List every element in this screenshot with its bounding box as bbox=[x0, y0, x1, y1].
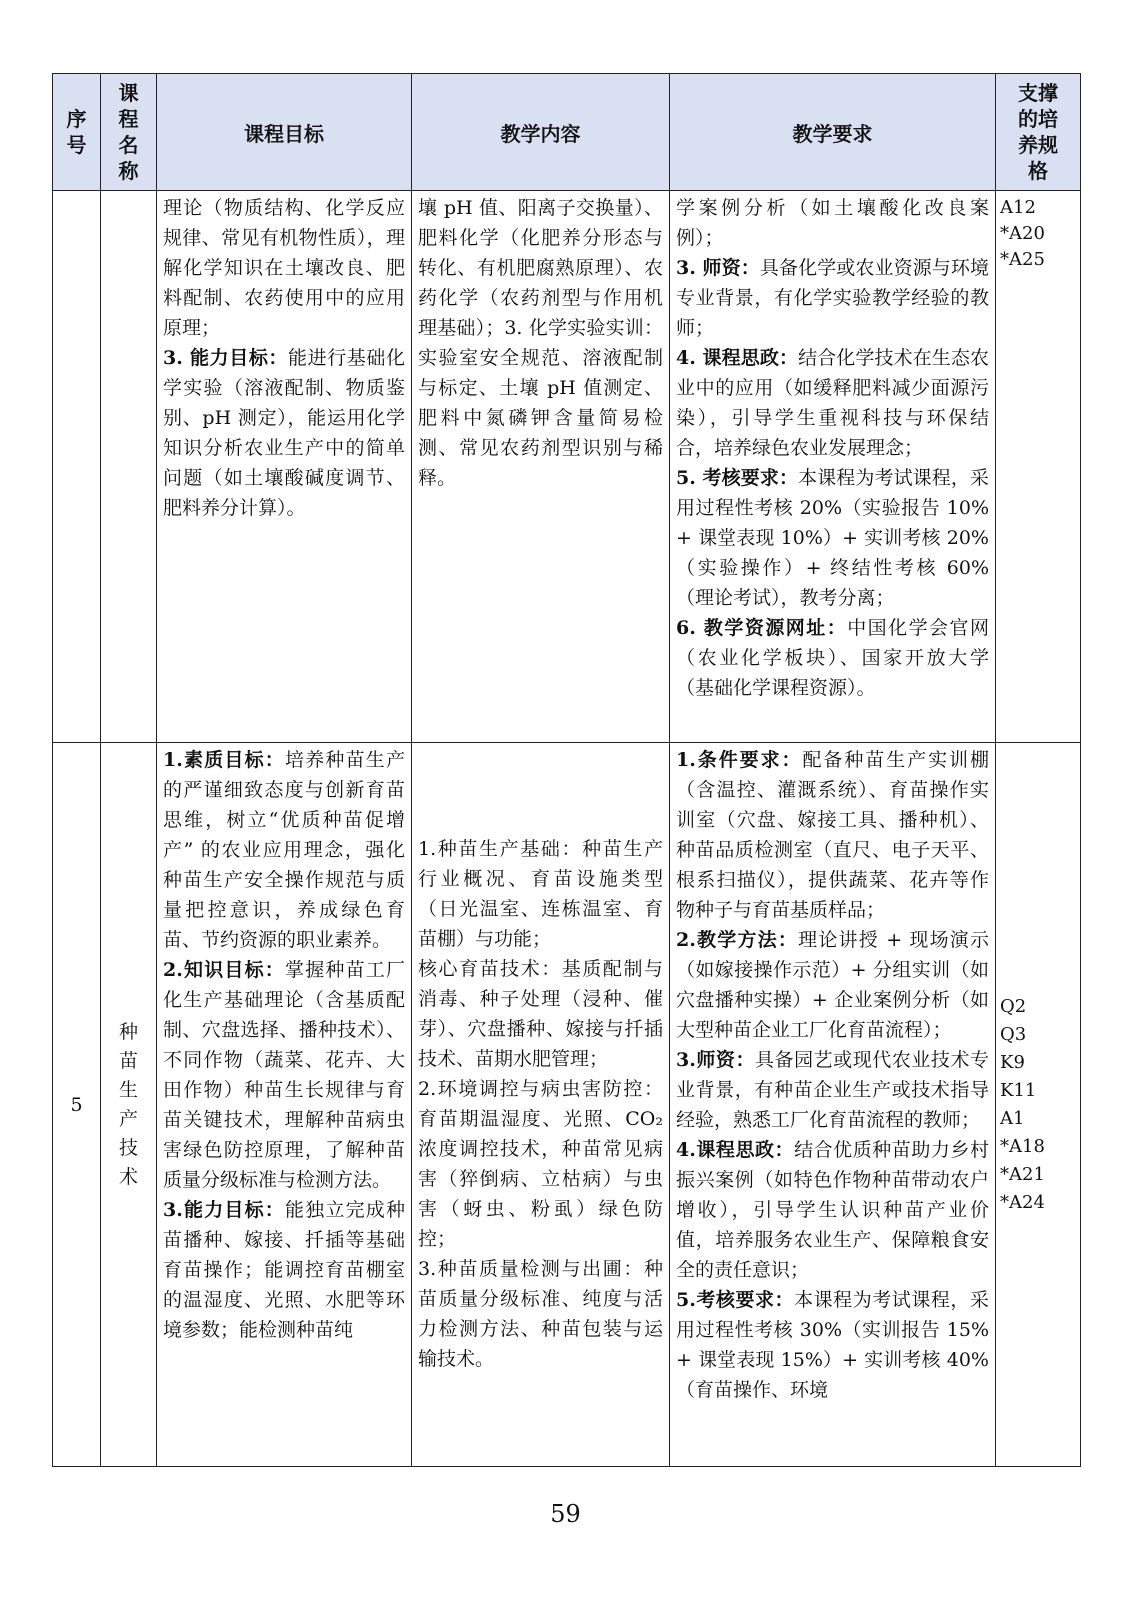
support-code: Q3 bbox=[1000, 1023, 1027, 1045]
support-code: A12 bbox=[1000, 197, 1036, 218]
requirement-text: 结合化学技术在生态农业中的应用（如缓释肥料减少面源污染），引导学生重视科技与环保结合，培养绿色农业发展理念； bbox=[676, 347, 989, 459]
table-row bbox=[53, 191, 1081, 743]
goal-heading: 3. 能力目标： bbox=[163, 347, 289, 369]
requirement-heading: 5.考核要求： bbox=[676, 1289, 795, 1311]
goal-text: 能独立完成种苗播种、嫁接、扦插等基础育苗操作；能调控育苗棚室的温湿度、光照、水肥等环境参数；能检测种苗纯 bbox=[163, 1199, 405, 1341]
goal-text: 能进行基础化学实验（溶液配制、物质鉴别、pH 测定），能运用化学知识分析农业生产中的简单问题（如土壤酸碱度调节、肥料养分计算）。 bbox=[163, 347, 405, 519]
requirement-text: 结合优质种苗助力乡村振兴案例（如特色作物种苗带动农户增收），引导学生认识种苗产业价值，培养服务农业生产、保障粮食安全的责任意识； bbox=[676, 1139, 989, 1281]
requirement-text: 学案例分析（如土壤酸化改良案例）； bbox=[676, 197, 989, 249]
goal-text: 理论（物质结构、化学反应规律、常见有机物性质），理解化学知识在土壤改良、肥料配制、农药使用中的应用原理； bbox=[163, 197, 405, 339]
requirement-text: 具备园艺或现代农业技术专业背景，有种苗企业生产或技术指导经验，熟悉工厂化育苗流程的教师； bbox=[676, 1049, 989, 1131]
content-text: 1.种苗生产基础：种苗生产行业概况、育苗设施类型（日光温室、连栋温室、育苗棚）与功能； bbox=[418, 837, 663, 950]
row-seq: 5 bbox=[53, 743, 101, 1467]
header-content: 教学内容 bbox=[412, 74, 670, 191]
requirement-heading: 6. 教学资源网址： bbox=[676, 617, 848, 639]
row-content-cell bbox=[412, 743, 670, 1467]
goal-text: 掌握种苗工厂化生产基础理论（含基质配制、穴盘选择、播种技术）、不同作物（蔬菜、花卉、大田作物）种苗生长规律与育苗关键技术，理解种苗病虫害绿色防控原理，了解种苗质量分级标准与检测方法。 bbox=[163, 959, 405, 1191]
header-course-name: 课程名称 bbox=[101, 74, 157, 191]
table-header-row bbox=[53, 74, 1081, 191]
header-requirement: 教学要求 bbox=[670, 74, 996, 191]
goal-heading: 1.素质目标： bbox=[163, 749, 286, 771]
goal-text: 培养种苗生产的严谨细致态度与创新育苗思维，树立“优质种苗促增产” 的农业应用理念，强化种苗生产安全操作规范与质量把控意识，养成绿色育苗、节约资源的职业素养。 bbox=[163, 749, 405, 951]
row-support-cell bbox=[996, 743, 1081, 1467]
requirement-text: 理论讲授 + 现场演示（如嫁接操作示范）+ 分组实训（如穴盘播种实操）+ 企业案例分析（如大型种苗企业工厂化育苗流程）； bbox=[676, 929, 990, 1041]
support-code: Q2 bbox=[1000, 995, 1027, 1017]
requirement-text: 配备种苗生产实训棚（含温控、灌溉系统）、育苗操作实训室（穴盘、嫁接工具、播种机）、种苗品质检测室（直尺、电子天平、根系扫描仪），提供蔬菜、花卉等作物种子与育苗基质样品； bbox=[676, 749, 989, 921]
support-code: *A20 bbox=[1000, 223, 1045, 244]
requirement-heading: 3. 师资： bbox=[676, 257, 760, 279]
support-code: A1 bbox=[1000, 1107, 1025, 1129]
header-goal: 课程目标 bbox=[157, 74, 412, 191]
content-text: 壤 pH 值、阳离子交换量）、肥料化学（化肥养分形态与转化、有机肥腐熟原理）、农药化学（农药剂型与作用机理基础）；3. 化学实验实训：实验室安全规范、溶液配制与标定、土壤 pH 值测定、肥料中氮磷钾含量简易检测、常见农药剂型识别与稀释。 bbox=[418, 197, 663, 489]
header-support: 支撑的培养规格 bbox=[996, 74, 1081, 191]
requirement-heading: 2.教学方法： bbox=[676, 929, 799, 951]
requirement-heading: 4. 课程思政： bbox=[676, 347, 799, 369]
row-goal-cell bbox=[157, 191, 412, 743]
content-text: 核心育苗技术：基质配制与消毒、种子处理（浸种、催芽）、穴盘播种、嫁接与扦插技术、苗期水肥管理； bbox=[418, 957, 663, 1070]
goal-heading: 2.知识目标： bbox=[163, 959, 286, 981]
row-seq bbox=[53, 191, 101, 743]
support-code: *A18 bbox=[1000, 1135, 1045, 1157]
row-course-name bbox=[101, 191, 157, 743]
requirement-text: 本课程为考试课程，采用过程性考核 30%（实训报告 15% + 课堂表现 15%）+ 实训考核 40%（育苗操作、环境 bbox=[676, 1289, 989, 1401]
requirement-text: 本课程为考试课程，采用过程性考核 20%（实验报告 10%+ 课堂表现 10%）+ 实训考核 20%（实验操作）+ 终结性考核 60%（理论考试），教考分离； bbox=[676, 467, 989, 609]
content-text: 2.环境调控与病虫害防控：育苗期温湿度、光照、CO₂ 浓度调控技术，种苗常见病害（猝倒病、立枯病）与虫害（蚜虫、粉虱）绿色防控； bbox=[418, 1077, 663, 1250]
support-code: *A25 bbox=[1000, 249, 1045, 270]
page-number: 59 bbox=[550, 1500, 581, 1528]
row-support-cell bbox=[996, 191, 1081, 743]
requirement-heading: 3.师资： bbox=[676, 1049, 756, 1071]
course-table bbox=[52, 73, 1081, 1467]
requirement-heading: 1.条件要求： bbox=[676, 749, 803, 771]
requirement-text: 中国化学会官网（农业化学板块）、国家开放大学（基础化学课程资源）。 bbox=[676, 617, 989, 699]
header-seq: 序号 bbox=[53, 74, 101, 191]
support-code: K11 bbox=[1000, 1079, 1037, 1101]
row-course-name: 种苗生产技术 bbox=[101, 743, 157, 1467]
row-requirement-cell bbox=[670, 191, 996, 743]
support-code: *A24 bbox=[1000, 1191, 1045, 1213]
support-code: K9 bbox=[1000, 1051, 1025, 1073]
table-row bbox=[53, 743, 1081, 1467]
row-content-cell bbox=[412, 191, 670, 743]
goal-heading: 3.能力目标： bbox=[163, 1199, 286, 1221]
requirement-text: 具备化学或农业资源与环境专业背景，有化学实验教学经验的教师； bbox=[676, 257, 989, 339]
row-requirement-cell bbox=[670, 743, 996, 1467]
requirement-heading: 4.课程思政： bbox=[676, 1139, 795, 1161]
row-goal-cell bbox=[157, 743, 412, 1467]
content-text: 3.种苗质量检测与出圃：种苗质量分级标准、纯度与活力检测方法、种苗包装与运输技术。 bbox=[418, 1257, 663, 1370]
support-code: *A21 bbox=[1000, 1163, 1045, 1185]
requirement-heading: 5. 考核要求： bbox=[676, 467, 799, 489]
